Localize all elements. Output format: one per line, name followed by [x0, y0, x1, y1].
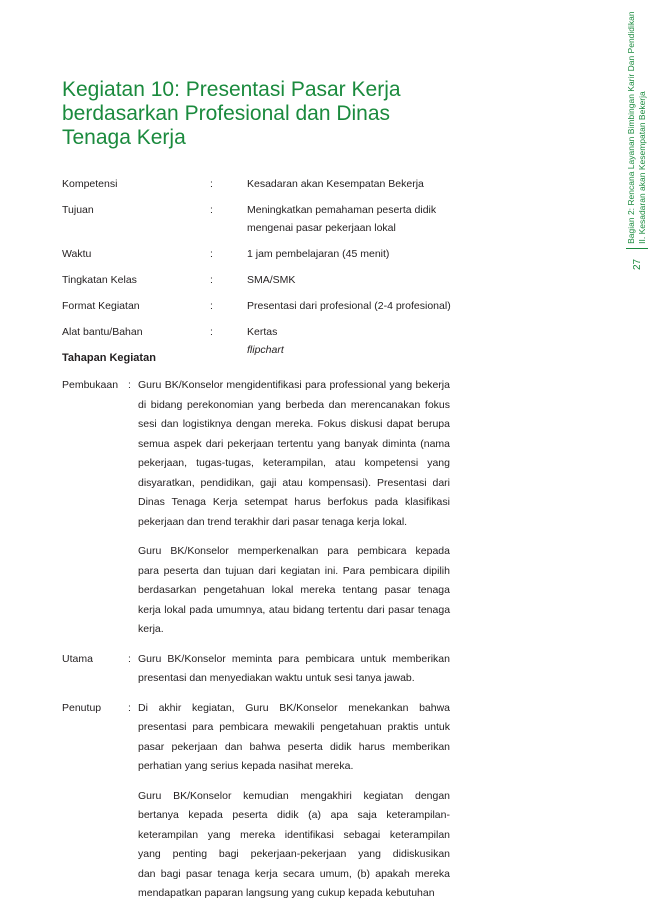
text-line: Guru BK/Konselor mengidentifikasi para professional yang bekerja	[138, 379, 450, 391]
info-label: Tujuan	[62, 204, 94, 216]
stage-label: Penutup	[62, 701, 102, 714]
text-line: Di akhir kegiatan, Guru BK/Konselor menekankan bahwa	[138, 701, 451, 714]
info-label: Waktu	[62, 248, 92, 260]
stage-colon: :	[128, 379, 131, 391]
running-header-part: Bagian 2: Rencana Layanan Bimbingan Karir Dan Pendidikan	[626, 11, 636, 244]
text-line: berdasarkan pengetahuan lokal mereka tentang pasar tenaga	[138, 584, 450, 596]
title-line: Tenaga Kerja	[62, 126, 186, 149]
text-line: Dinas Tenaga Kerja setempat harus berfokus pada klasifikasi	[138, 496, 450, 508]
stage-paragraph	[138, 699, 450, 777]
info-value	[247, 323, 452, 359]
text-line: para peserta dan tujuan dari kegiatan ini. Para pembicara dipilih	[138, 564, 450, 577]
info-label: Alat bantu/Bahan	[62, 326, 143, 338]
running-header-chapter: II. Kesadaran akan Kesempatan Bekerja	[637, 91, 647, 244]
text-line: bertanya kepada peserta didik (a) apa saja keterampilan-	[138, 809, 450, 821]
stage-paragraph	[138, 376, 450, 532]
text-line: presentasi para pembicara mewakili pengetahuan praktis untuk	[138, 721, 450, 733]
info-colon: :	[210, 178, 213, 190]
text-line: pekerjaan dan trend terakhir dari pasar tenaga kerja lokal.	[138, 515, 408, 528]
text-line: kerja.	[138, 623, 164, 635]
text-line: mendapatkan paparan langsung yang cukup kepada kebutuhan	[138, 887, 435, 899]
info-label: Format Kegiatan	[62, 300, 140, 312]
stage-body	[138, 699, 450, 904]
text-line: kerja lokal pada umumnya, atau bidang tertentu dari pasar tenaga	[138, 603, 451, 616]
info-value-line: Kesadaran akan Kesempatan Bekerja	[247, 178, 424, 190]
info-value-prefix: Kertas	[247, 326, 278, 338]
stage-paragraph	[138, 542, 450, 640]
info-value	[247, 271, 452, 289]
stage-label: Pembukaan	[62, 379, 119, 391]
info-value-line: Presentasi dari profesional (2-4 profesional)	[247, 300, 451, 312]
stage-colon: :	[128, 701, 131, 714]
title-line: berdasarkan Profesional dan Dinas	[62, 102, 391, 125]
info-label: Kompetensi	[62, 178, 118, 190]
title-line: Kegiatan 10: Presentasi Pasar Kerja	[62, 78, 401, 101]
text-line: semua aspek dari pekerjaan tertentu yang banyak diminta (nama	[138, 437, 451, 450]
stage-body	[138, 650, 450, 689]
text-line: sesi dan logistiknya dengan mereka. Fokus diskusi dapat berupa	[138, 418, 450, 430]
info-value	[247, 201, 452, 237]
info-row-format	[62, 297, 452, 315]
info-value-line: Meningkatkan pemahaman peserta didik	[247, 204, 437, 216]
info-colon: :	[210, 326, 213, 338]
info-value-line: mengenai pasar pekerjaan lokal	[247, 222, 396, 234]
text-line: Guru BK/Konselor memperkenalkan para pembicara kepada	[138, 545, 450, 557]
stage-main	[62, 650, 450, 689]
text-line: presentasi dan menyediakan waktu untuk sesi tanya jawab.	[138, 672, 415, 684]
activity-stages	[62, 376, 450, 914]
text-line: keterampilan yang mereka identifikasi sebagai keterampilan	[138, 828, 450, 841]
text-line: di bidang perekonomian yang berbeda dan merencanakan fokus	[138, 398, 451, 411]
stage-label: Utama	[62, 652, 93, 665]
page-title	[62, 78, 442, 150]
text-line: yang penting bagi pekerjaan-pekerjaan yang didiskusikan	[138, 848, 451, 860]
stage-paragraph	[138, 650, 450, 689]
info-colon: :	[210, 204, 213, 216]
info-row-time	[62, 245, 452, 263]
info-value-line	[247, 323, 452, 359]
text-line: Guru BK/Konselor meminta para pembicara untuk memberikan	[138, 652, 450, 665]
text-line: Guru BK/Konselor kemudian mengakhiri kegiatan dengan	[138, 789, 451, 802]
activity-info-table	[62, 175, 452, 367]
info-value	[247, 297, 452, 315]
info-value-italic: flipchart	[247, 344, 284, 356]
info-value	[247, 175, 452, 193]
chapter-sidebar	[626, 11, 648, 270]
info-value-line: 1 jam pembelajaran (45 menit)	[247, 248, 390, 260]
stage-body	[138, 376, 450, 640]
stages-heading: Tahapan Kegiatan	[62, 352, 156, 364]
info-value-line: SMA/SMK	[247, 274, 296, 286]
text-line: pasar pekerjaan dan bahwa peserta didik harus memberikan	[138, 740, 451, 753]
text-line: dan bagi pasar tenaga kerja secara umum, (b) apakah mereka	[138, 867, 450, 880]
info-colon: :	[210, 274, 213, 286]
info-label: Tingkatan Kelas	[62, 274, 137, 286]
text-line: pekerjaan, tugas-tugas, keterampilan, atau kompetensi yang	[138, 457, 450, 469]
text-line: disyaratkan, pendidikan, gaji atau kompensasi). Presentasi dari	[138, 476, 450, 489]
info-colon: :	[210, 300, 213, 312]
info-row-objective	[62, 201, 452, 237]
info-row-grade-level	[62, 271, 452, 289]
page-number: 27	[631, 258, 643, 270]
text-line: perhatian yang serius kepada nasihat mereka.	[138, 760, 354, 772]
info-value	[247, 245, 452, 263]
stage-closing	[62, 699, 450, 904]
running-header	[626, 11, 648, 249]
stage-opening	[62, 376, 450, 640]
info-colon: :	[210, 248, 213, 260]
stage-paragraph	[138, 787, 450, 904]
stage-colon: :	[128, 652, 131, 665]
info-row-competence	[62, 175, 452, 193]
